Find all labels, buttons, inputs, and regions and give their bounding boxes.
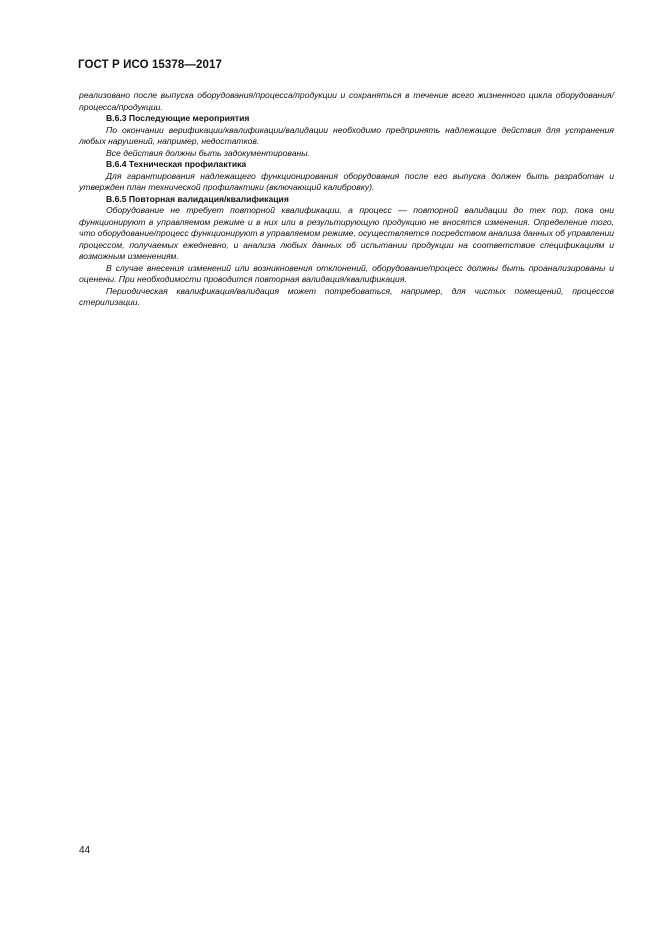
paragraph: В случае внесения изменений или возникновения отклонений, оборудование/процесс должны быть проанализированы и оценены. При необходимости проводится повторная валидация/квалификация.: [79, 262, 614, 284]
paragraph: Для гарантирования надлежащего функционирования оборудования после его выпуска должен быть разработан и утвержден план технической профилактики (включающий калибровку).: [79, 170, 614, 192]
paragraph: По окончании верификации/квалификации/валидации необходимо предпринять надлежащие действия для устранения любых нарушений, например, недостатков.: [79, 124, 614, 146]
section-heading-b63: В.6.3 Последующие мероприятия: [106, 113, 250, 123]
section-heading-b64: В.6.4 Техническая профилактика: [106, 159, 247, 169]
section-heading-b65: В.6.5 Повторная валидация/квалификация: [106, 193, 289, 204]
document-body: [79, 90, 614, 309]
paragraph: Периодическая квалификация/валидация может потребоваться, например, для чистых помещений, процессов стерилизации.: [79, 285, 614, 307]
page-header-standard-title: ГОСТ Р ИСО 15378—2017: [78, 59, 223, 71]
intro-continuation-paragraph: реализовано после выпуска оборудования/процесса/продукции и сохраняться в течение всего жизненного цикла оборудования/процесса/продукции.: [79, 90, 614, 112]
paragraph: Оборудование не требует повторной квалификации, а процесс — повторной валидации до тех пор, пока они функционируют в управляемом режиме и в них или в результирующую продукцию не вносятся изменения. Определение того, что оборудование/процесс функционируют в управляемом режиме, осуществляется посредством анализа данных об управлении процессом, получаемых ежедневно, и анализа любых данных об испытании продукции на соответствие спецификациям и возможным изменениям.: [79, 205, 614, 261]
paragraph: Все действия должны быть задокументированы.: [106, 147, 310, 158]
page-number: 44: [79, 845, 91, 856]
